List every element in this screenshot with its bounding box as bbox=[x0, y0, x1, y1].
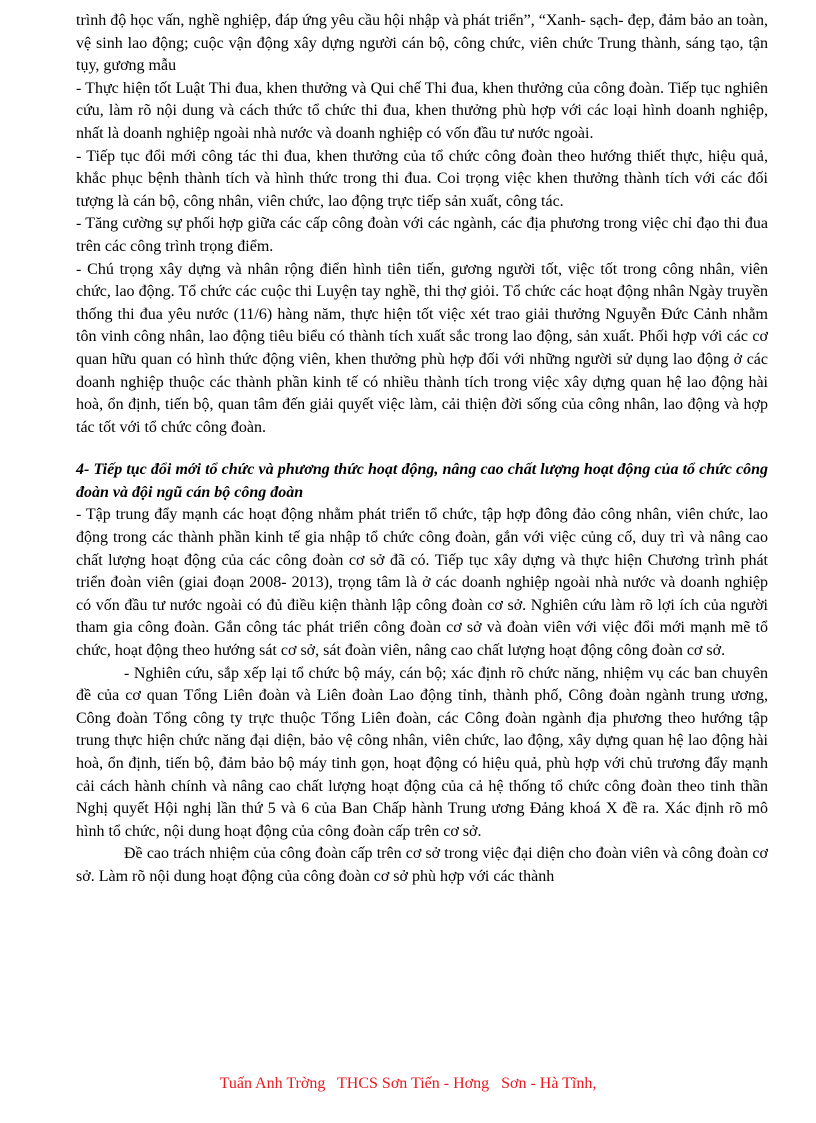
page-footer: Tuấn Anh Trờng THCS Sơn Tiến - Hơng Sơn - Hà Tĩnh, bbox=[219, 1075, 597, 1092]
paragraph: - Tiếp tục đổi mới công tác thi đua, khen thưởng của tổ chức công đoàn theo hướng thiết thực, hiệu quả, khắc phục bệnh thành tích và hình thức trong thi đua. Coi trọng việc khen thưởng thành tích với các đối tượng là cán bộ, công nhân, viên chức, lao động trực tiếp sản xuất, công tác. bbox=[76, 147, 768, 210]
paragraph: - Nghiên cứu, sắp xếp lại tổ chức bộ máy, cán bộ; xác định rõ chức năng, nhiệm vụ các ban chuyên đề của cơ quan Tổng Liên đoàn và Liên đoàn Lao động tỉnh, thành phố, Công đoàn ngành trung ương, Công đoàn Tổng công ty trực thuộc Tổng Liên đoàn, các Công đoàn ngành địa phương theo hướng tập trung thực hiện chức năng đại diện, bảo vệ công nhân, viên chức, lao động, xây dựng quan hệ lao động hài hoà, ổn định, tiến bộ, đảm bảo bộ máy tinh gọn, hoạt động có hiệu quả, phù hợp với chủ trương đẩy mạnh cải cách hành chính và nâng cao chất lượng hoạt động của cả hệ thống tổ chức công đoàn theo tinh thần Nghị quyết Hội nghị lần thứ 5 và 6 của Ban Chấp hành Trung ương Đảng khoá X đề ra. Xác định rõ mô hình tổ chức, nội dung hoạt động của công đoàn cấp trên cơ sở. bbox=[76, 664, 768, 840]
document-body bbox=[76, 10, 768, 889]
paragraph: - Tăng cường sự phối hợp giữa các cấp công đoàn với các ngành, các địa phương trong việc chỉ đạo thi đua trên các công trình trọng điểm. bbox=[76, 215, 768, 255]
paragraph: - Tập trung đẩy mạnh các hoạt động nhằm phát triển tổ chức, tập hợp đông đảo công nhân, viên chức, lao động trong các thành phần kinh tế gia nhập tổ chức công đoàn, gắn với việc củng cố, duy trì và nâng cao chất lượng hoạt động của các công đoàn cơ sở đã có. Tiếp tục xây dựng và thực hiện Chương trình phát triển đoàn viên (giai đoạn 2008- 2013), trọng tâm là ở các doanh nghiệp ngoài nhà nước và doanh nghiệp có vốn đầu tư nước ngoài có đủ điều kiện thành lập công đoàn cơ sở. Nghiên cứu làm rõ lợi ích của người tham gia công đoàn. Gắn công tác phát triển công đoàn cơ sở và đoàn viên với việc đổi mới mạnh mẽ tổ chức, hoạt động theo hướng sát cơ sở, sát đoàn viên, nâng cao chất lượng hoạt động công đoàn cơ sở. bbox=[76, 506, 768, 660]
paragraph: Đề cao trách nhiệm của công đoàn cấp trên cơ sở trong việc đại diện cho đoàn viên và công đoàn cơ sở. Làm rõ nội dung hoạt động của công đoàn cơ sở phù hợp với các thành bbox=[76, 845, 768, 885]
section-heading: 4- Tiếp tục đổi mới tổ chức và phương thức hoạt động, nâng cao chất lượng hoạt động của tổ chức công đoàn và đội ngũ cán bộ công đoàn bbox=[76, 461, 768, 501]
paragraph: trình độ học vấn, nghề nghiệp, đáp ứng yêu cầu hội nhập và phát triển”, “Xanh- sạch- đẹp, đảm bảo an toàn, vệ sinh lao động; cuộc vận động xây dựng người cán bộ, công chức, viên chức Trung thành, sáng tạo, tận tụy, gương mẫu bbox=[76, 12, 769, 75]
paragraph: - Thực hiện tốt Luật Thi đua, khen thưởng và Qui chế Thi đua, khen thưởng của công đoàn. Tiếp tục nghiên cứu, làm rõ nội dung và cách thức tổ chức thi đua, khen thưởng phù hợp với các loại hình doanh nghiệp, nhất là doanh nghiệp ngoài nhà nước và doanh nghiệp có vốn đầu tư nước ngoài. bbox=[76, 79, 768, 142]
paragraph: - Chú trọng xây dựng và nhân rộng điển hình tiên tiến, gương người tốt, việc tốt trong công nhân, viên chức, lao động. Tổ chức các cuộc thi Luyện tay nghề, thi thợ giỏi. Tổ chức các hoạt động nhân Ngày truyền thống thi đua yêu nước (11/6) hàng năm, thực hiện tốt việc xét trao giải thưởng Nguyễn Đức Cảnh nhằm tôn vinh công nhân, lao động tiêu biểu có thành tích xuất sắc trong lao động, sản xuất. Phối hợp với các cơ quan hữu quan có hình thức động viên, khen thưởng phù hợp đối với những người sử dụng lao động ở các doanh nghiệp thuộc các thành phần kinh tế có nhiều thành tích trong việc xây dựng quan hệ lao động hài hoà, ổn định, tiến bộ, quan tâm đến giải quyết việc làm, cải thiện đời sống của công nhân, lao động và hợp tác tốt với tổ chức công đoàn. bbox=[76, 260, 768, 436]
